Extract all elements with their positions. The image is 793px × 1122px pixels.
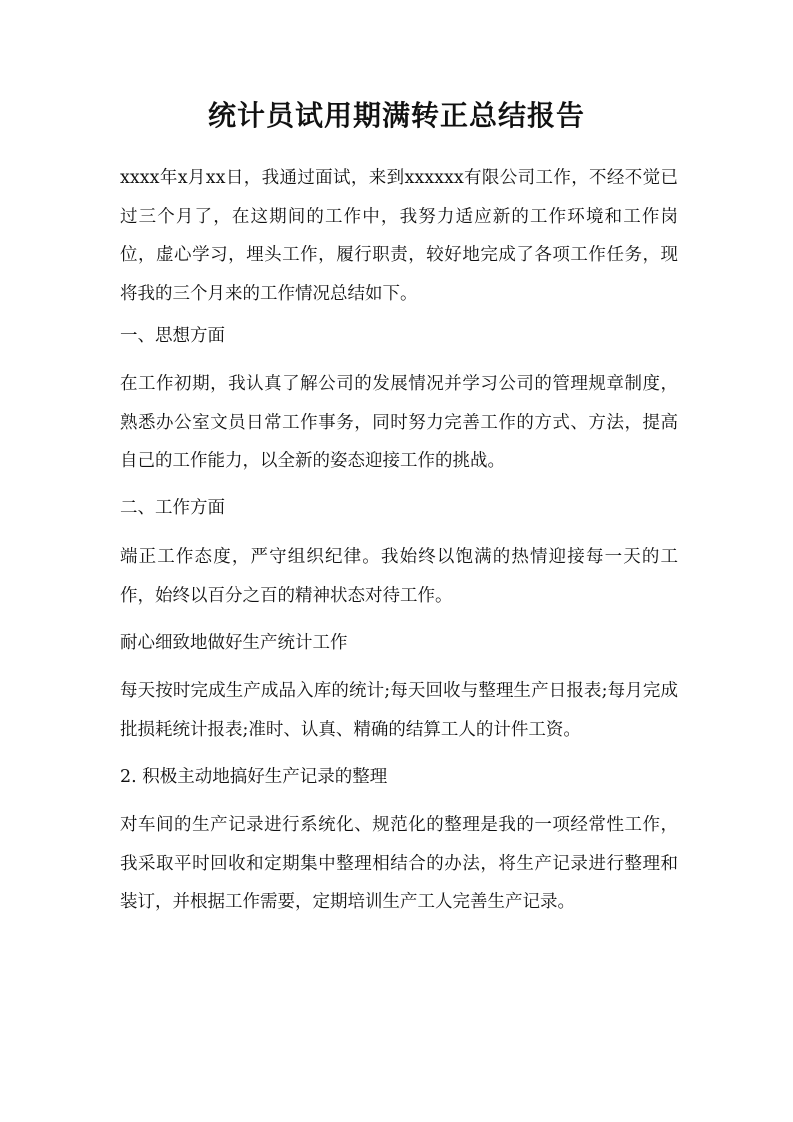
section-text-records: 对车间的生产记录进行系统化、规范化的整理是我的一项经常性工作，我采取平时回收和定期集中整理相结合的办法，将生产记录进行整理和装订，并根据工作需要，定期培训生产工人完善生产记录。 <box>120 815 678 912</box>
page-title: 统计员试用期满转正总结报告 <box>207 99 585 132</box>
section-heading-statistics: 耐心细致地做好生产统计工作 <box>120 633 348 653</box>
intro-paragraph: xxxx年x月xx日，我通过面试，来到xxxxxx有限公司工作，不经不觉已过三个月了，在这期间的工作中，我努力适应新的工作环境和工作岗位，虚心学习，埋头工作，履行职责，较好地完成了各项工作任务，现将我的三个月来的工作情况总结如下。 <box>120 168 678 304</box>
section-heading-thought: 一、思想方面 <box>120 326 225 346</box>
section-heading-records: 2. 积极主动地搞好生产记录的整理 <box>120 767 388 787</box>
section-text-work: 端正工作态度，严守组织纪律。我始终以饱满的热情迎接每一天的工作，始终以百分之百的精神状态对待工作。 <box>120 547 678 606</box>
section-text-thought: 在工作初期，我认真了解公司的发展情况并学习公司的管理规章制度，熟悉办公室文员日常工作事务，同时努力完善工作的方式、方法，提高自己的工作能力，以全新的姿态迎接工作的挑战。 <box>120 374 678 471</box>
section-heading-work: 二、工作方面 <box>120 498 225 518</box>
section-text-statistics: 每天按时完成生产成品入库的统计;每天回收与整理生产日报表;每月完成批损耗统计报表;准时、认真、精确的结算工人的计件工资。 <box>120 681 678 740</box>
